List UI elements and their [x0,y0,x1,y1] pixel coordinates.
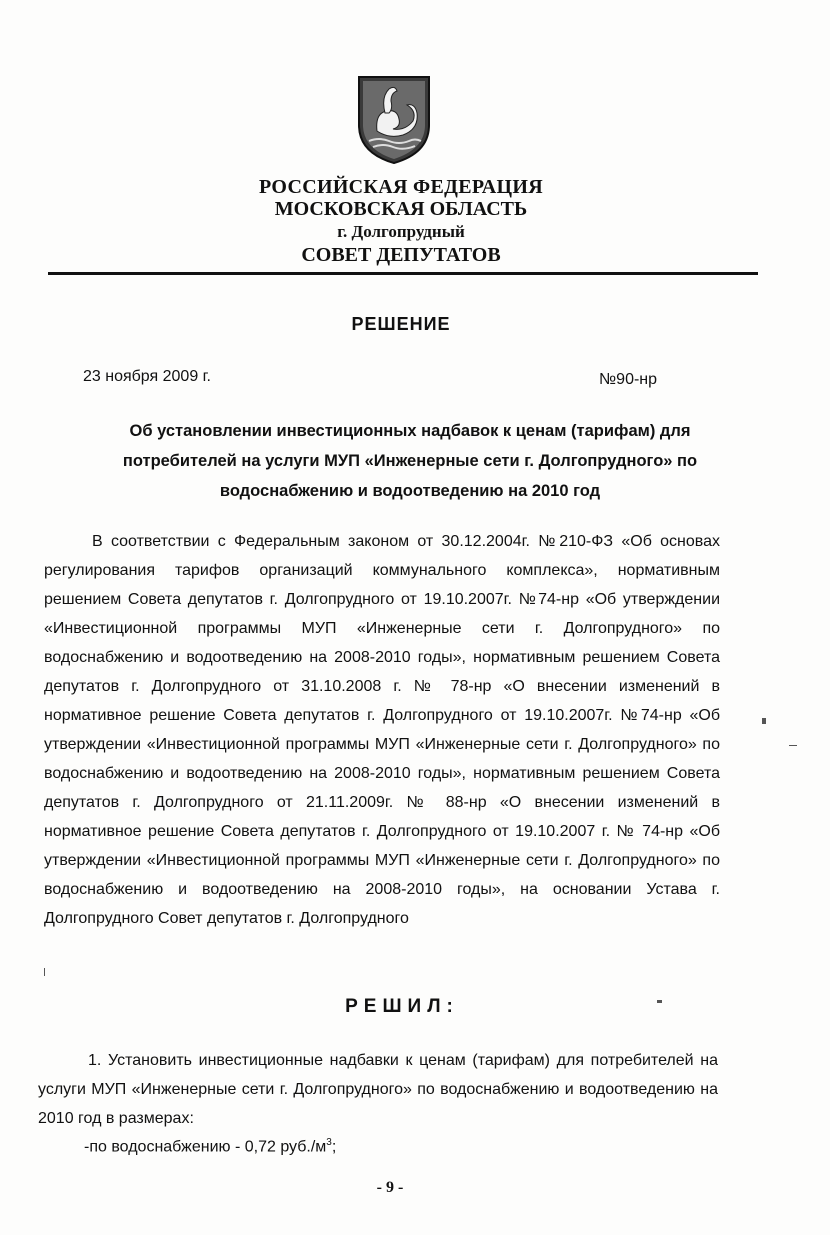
scan-speck [789,745,797,746]
preamble [44,527,720,933]
decision-subject: Об установлении инвестиционных надбавок к ценам (тарифам) для потребителей на услуги МУП «Инженерные сети г. Долгопрудного» по водоснабжению и водоотведению на 2010 год [122,422,698,500]
water-supply-rate-end: ; [331,1138,337,1156]
swan-coat-of-arms-icon [355,73,433,165]
header-country: РОССИЙСКАЯ ФЕДЕРАЦИЯ [258,176,543,198]
water-supply-rate [84,1137,336,1156]
header-council: СОВЕТ ДЕПУТАТОВ [301,244,501,266]
page-number: - 9 - [376,1179,404,1196]
preamble-text: В соответствии с Федеральным законом от 30.12.2004г. №210-ФЗ «Об основах регулирования тарифов организаций коммунального комплекса», нормативным решением Совета депутатов г. Долгопрудного от 19.10.2007г. №74-нр «Об утверждении «Инвестиционной программы МУП «Инженерные сети г. Долгопрудного» по водоснабжению и водоотведению на 2008-2010 годы», нормативным решением Совета депутатов г. Долгопрудного от 31.10.2008 г. № 78-нр «О внесении изменений в нормативное решение Совета депутатов г. Долгопрудного от 19.10.2007г. №74-нр «Об утверждении «Инвестиционной программы МУП «Инженерные сети г. Долгопрудного» по водоснабжению и водоотведению на 2008-2010 годы», нормативным решением Совета депутатов г. Долгопрудного от 21.11.2009г. № 88-нр «О внесении изменений в нормативное решение Совета депутатов г. Долгопрудного от 19.10.2007 г. № 74-нр «Об утверждении «Инвестиционной программы МУП «Инженерные сети г. Долгопрудного» по водоснабжению и водоотведению на 2008-2010 годы», на основании Устава г. Долгопрудного Совет депутатов г. Долгопрудного [44,533,720,927]
scan-speck [44,968,45,976]
decision-number: №90-нр [599,371,658,388]
document-title: РЕШЕНИЕ [351,314,451,334]
resolved-heading: РЕШИЛ: [345,996,459,1017]
water-supply-rate-text: -по водоснабжению - 0,72 руб./м [84,1138,327,1156]
header-divider [48,272,758,275]
decision-date: 23 ноября 2009 г. [83,368,211,385]
resolution-item-1-text: 1. Установить инвестиционные надбавки к ценам (тарифам) для потребителей на услуги МУП «Инженерные сети г. Долгопрудного» по водоснабжению и водоотведению на 2010 год в размерах: [38,1052,718,1127]
header-city: г. Долгопрудный [337,222,465,241]
resolution-item-1 [38,1046,718,1133]
scan-speck [762,718,766,724]
header-region: МОСКОВСКАЯ ОБЛАСТЬ [274,198,528,220]
cubic-superscript: 3 [326,1137,332,1148]
scan-speck [657,1000,662,1003]
